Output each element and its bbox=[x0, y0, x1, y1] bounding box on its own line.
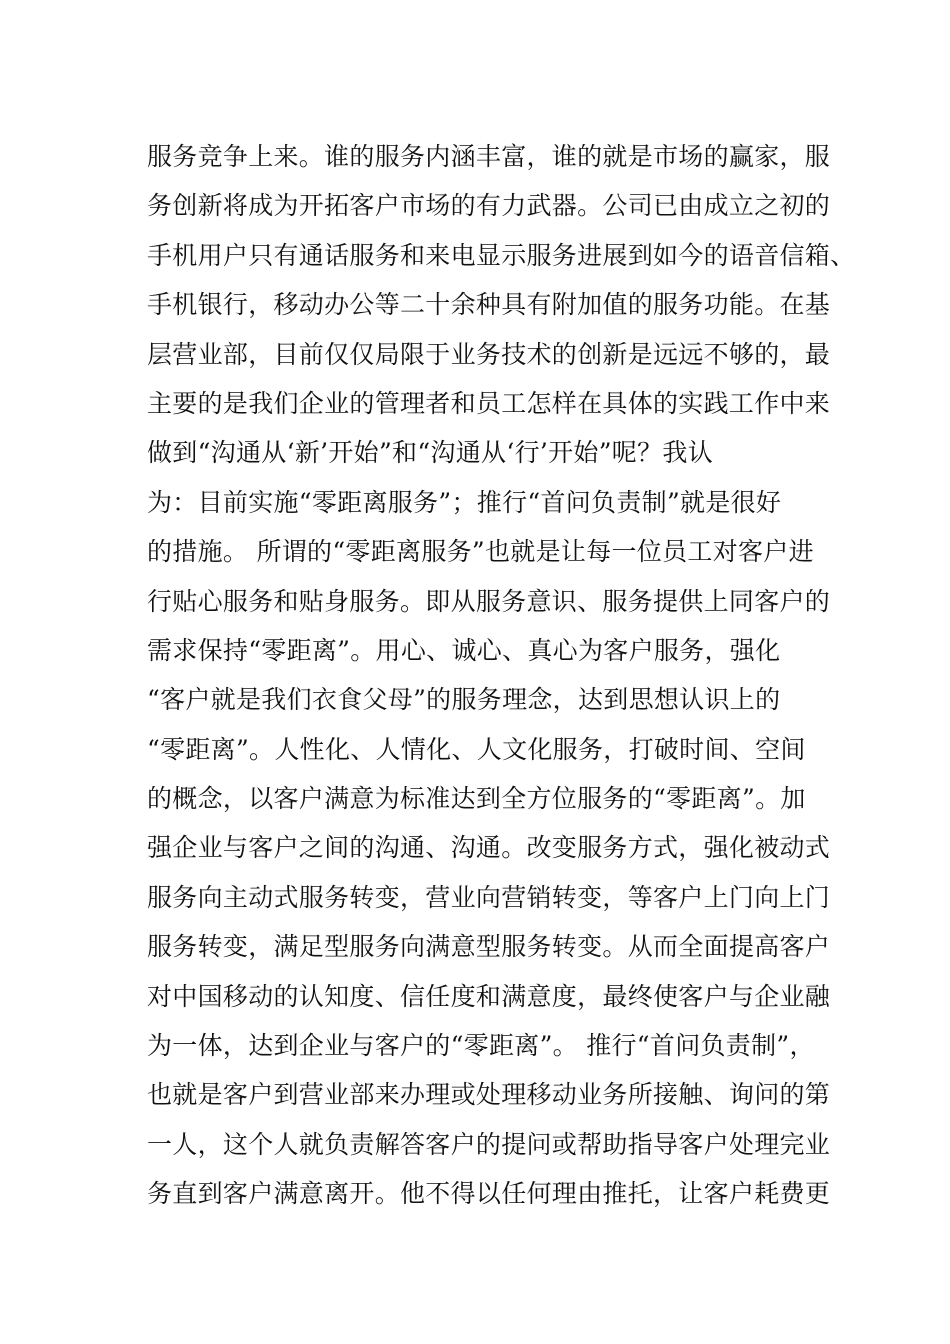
text-line: 做到“沟通从‘新’开始”和“沟通从‘行’开始”呢？我认 bbox=[147, 438, 714, 468]
text-line: 为：目前实施“零距离服务”；推行“首问负责制”就是很好 bbox=[147, 487, 782, 517]
text-line: 对中国移动的认知度、信任度和满意度，最终使客户与企业融 bbox=[147, 981, 831, 1011]
text-line: 主要的是我们企业的管理者和员工怎样在具体的实践工作中来 bbox=[147, 388, 831, 418]
text-line: 的措施。 所谓的“零距离服务”也就是让每一位员工对客户进 bbox=[147, 537, 814, 567]
text-line: 为一体，达到企业与客户的“零距离”。 推行“首问负责制”， bbox=[147, 1031, 815, 1061]
text-line: 行贴心服务和贴身服务。即从服务意识、服务提供上同客户的 bbox=[147, 586, 831, 616]
text-line: 需求保持“零距离”。用心、诚心、真心为客户服务，强化 bbox=[147, 635, 781, 665]
text-line: 的概念，以客户满意为标准达到全方位服务的“零距离”。加 bbox=[147, 784, 806, 814]
text-line: “零距离”。人性化、人情化、人文化服务，打破时间、空间 bbox=[147, 734, 806, 764]
text-line: 一人，这个人就负责解答客户的提问或帮助指导客户处理完业 bbox=[147, 1129, 831, 1159]
text-line: 强企业与客户之间的沟通、沟通。改变服务方式，强化被动式 bbox=[147, 833, 831, 863]
text-line: 服务转变，满足型服务向满意型服务转变。从而全面提高客户 bbox=[147, 932, 831, 962]
text-line: 服务向主动式服务转变，营业向营销转变，等客户上门向上门 bbox=[147, 882, 831, 912]
text-line: 手机银行，移动办公等二十余种具有附加值的服务功能。在基 bbox=[147, 290, 831, 320]
text-line: 手机用户只有通话服务和来电显示服务进展到如今的语音信箱、 bbox=[147, 240, 856, 270]
text-line: 也就是客户到营业部来办理或处理移动业务所接触、询问的第 bbox=[147, 1080, 831, 1110]
text-line: 务直到客户满意离开。他不得以任何理由推托，让客户耗费更 bbox=[147, 1179, 831, 1209]
text-line: 服务竞争上来。谁的服务内涵丰富，谁的就是市场的赢家，服 bbox=[147, 142, 831, 171]
text-line: 层营业部，目前仅仅局限于业务技术的创新是远远不够的，最 bbox=[147, 339, 831, 369]
text-line: “客户就是我们衣食父母”的服务理念，达到思想认识上的 bbox=[147, 685, 781, 715]
body-text bbox=[147, 132, 856, 1219]
text-line: 务创新将成为开拓客户市场的有力武器。公司已由成立之初的 bbox=[147, 191, 831, 221]
